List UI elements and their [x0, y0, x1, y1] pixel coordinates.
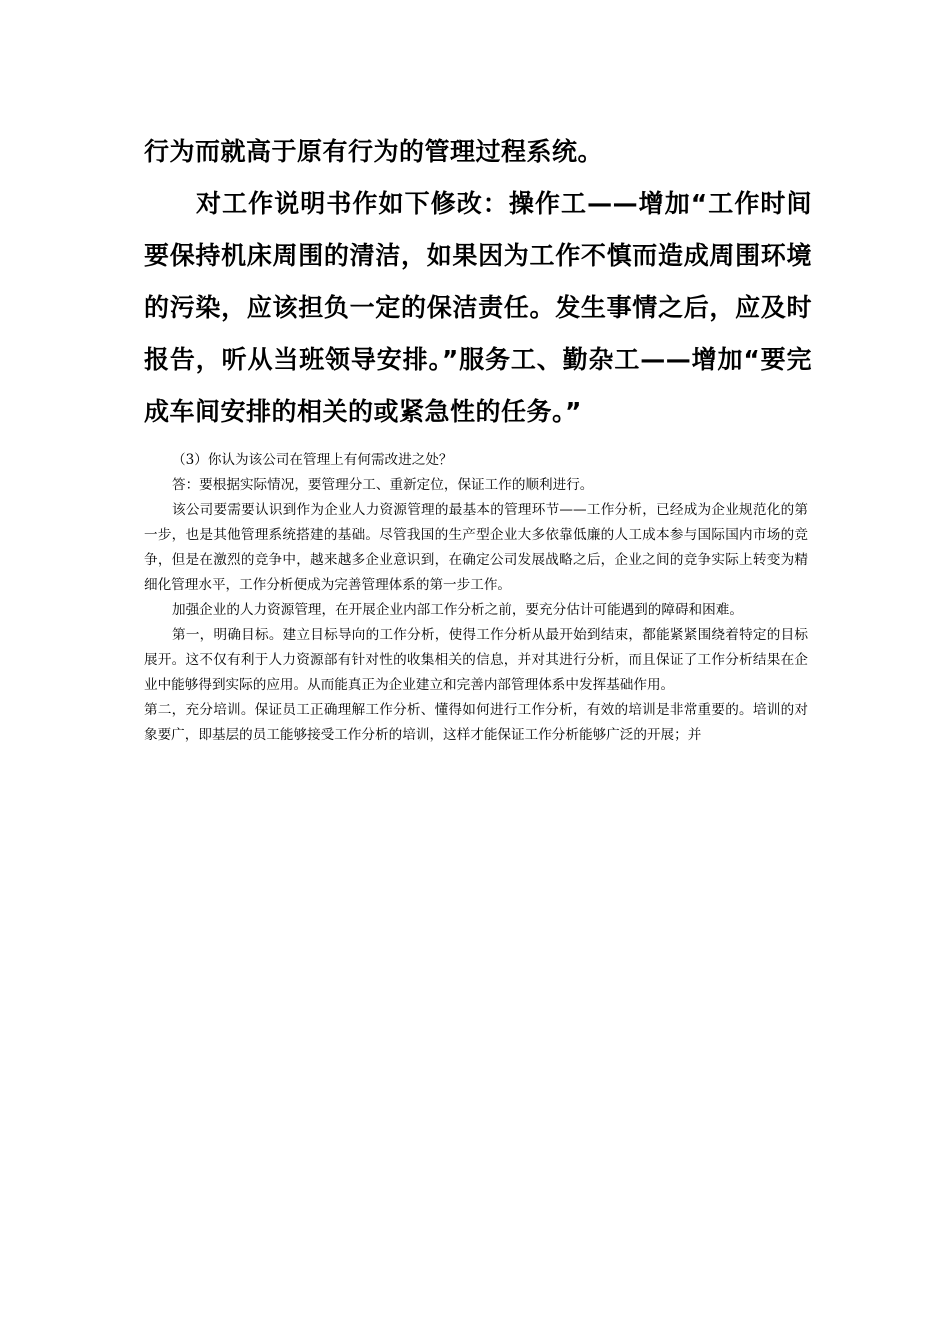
paragraph-continuation: 行为而就高于原有行为的管理过程系统。: [144, 137, 604, 166]
paragraph-job-description-changes: 对工作说明书作如下修改：操作工——增加“工作时间要保持机床周围的清洁，如果因为工作不慎而造成周围环境的污染，应该担负一定的保洁责任。发生事情之后，应及时报告，听从当班领导安排。”服务工、勤杂工——增加“要完成车间安排的相关的或紧急性的任务。”: [144, 189, 812, 426]
question-3: （3）你认为该公司在管理上有何需改进之处？: [172, 452, 453, 468]
large-text-section: [144, 126, 812, 438]
small-text-section: [144, 448, 808, 748]
answer-intro: 答：要根据实际情况，要管理分工、重新定位，保证工作的顺利进行。: [172, 477, 594, 493]
paragraph-job-analysis: 该公司要需要认识到作为企业人力资源管理的最基本的管理环节——工作分析，已经成为企业规范化的第一步，也是其他管理系统搭建的基础。尽管我国的生产型企业大多依靠低廉的人工成本参与国际国内市场的竞争，但是在激烈的竞争中，越来越多企业意识到，在确定公司发展战略之后，企业之间的竞争实际上转变为精细化管理水平，工作分析便成为完善管理体系的第一步工作。: [144, 502, 808, 593]
paragraph-second-training: 第二，充分培训。保证员工正确理解工作分析、懂得如何进行工作分析，有效的培训是非常重要的。培训的对象要广，即基层的员工能够接受工作分析的培训，这样才能保证工作分析能够广泛的开展；并: [144, 702, 808, 743]
paragraph-first-goal: 第一，明确目标。建立目标导向的工作分析，使得工作分析从最开始到结束，都能紧紧围绕着特定的目标展开。这不仅有利于人力资源部有针对性的收集相关的信息，并对其进行分析，而且保证了工作分析结果在企业中能够得到实际的应用。从而能真正为企业建立和完善内部管理体系中发挥基础作用。: [144, 627, 808, 693]
paragraph-hr-management: 加强企业的人力资源管理，在开展企业内部工作分析之前，要充分估计可能遇到的障碍和困难。: [172, 602, 743, 618]
